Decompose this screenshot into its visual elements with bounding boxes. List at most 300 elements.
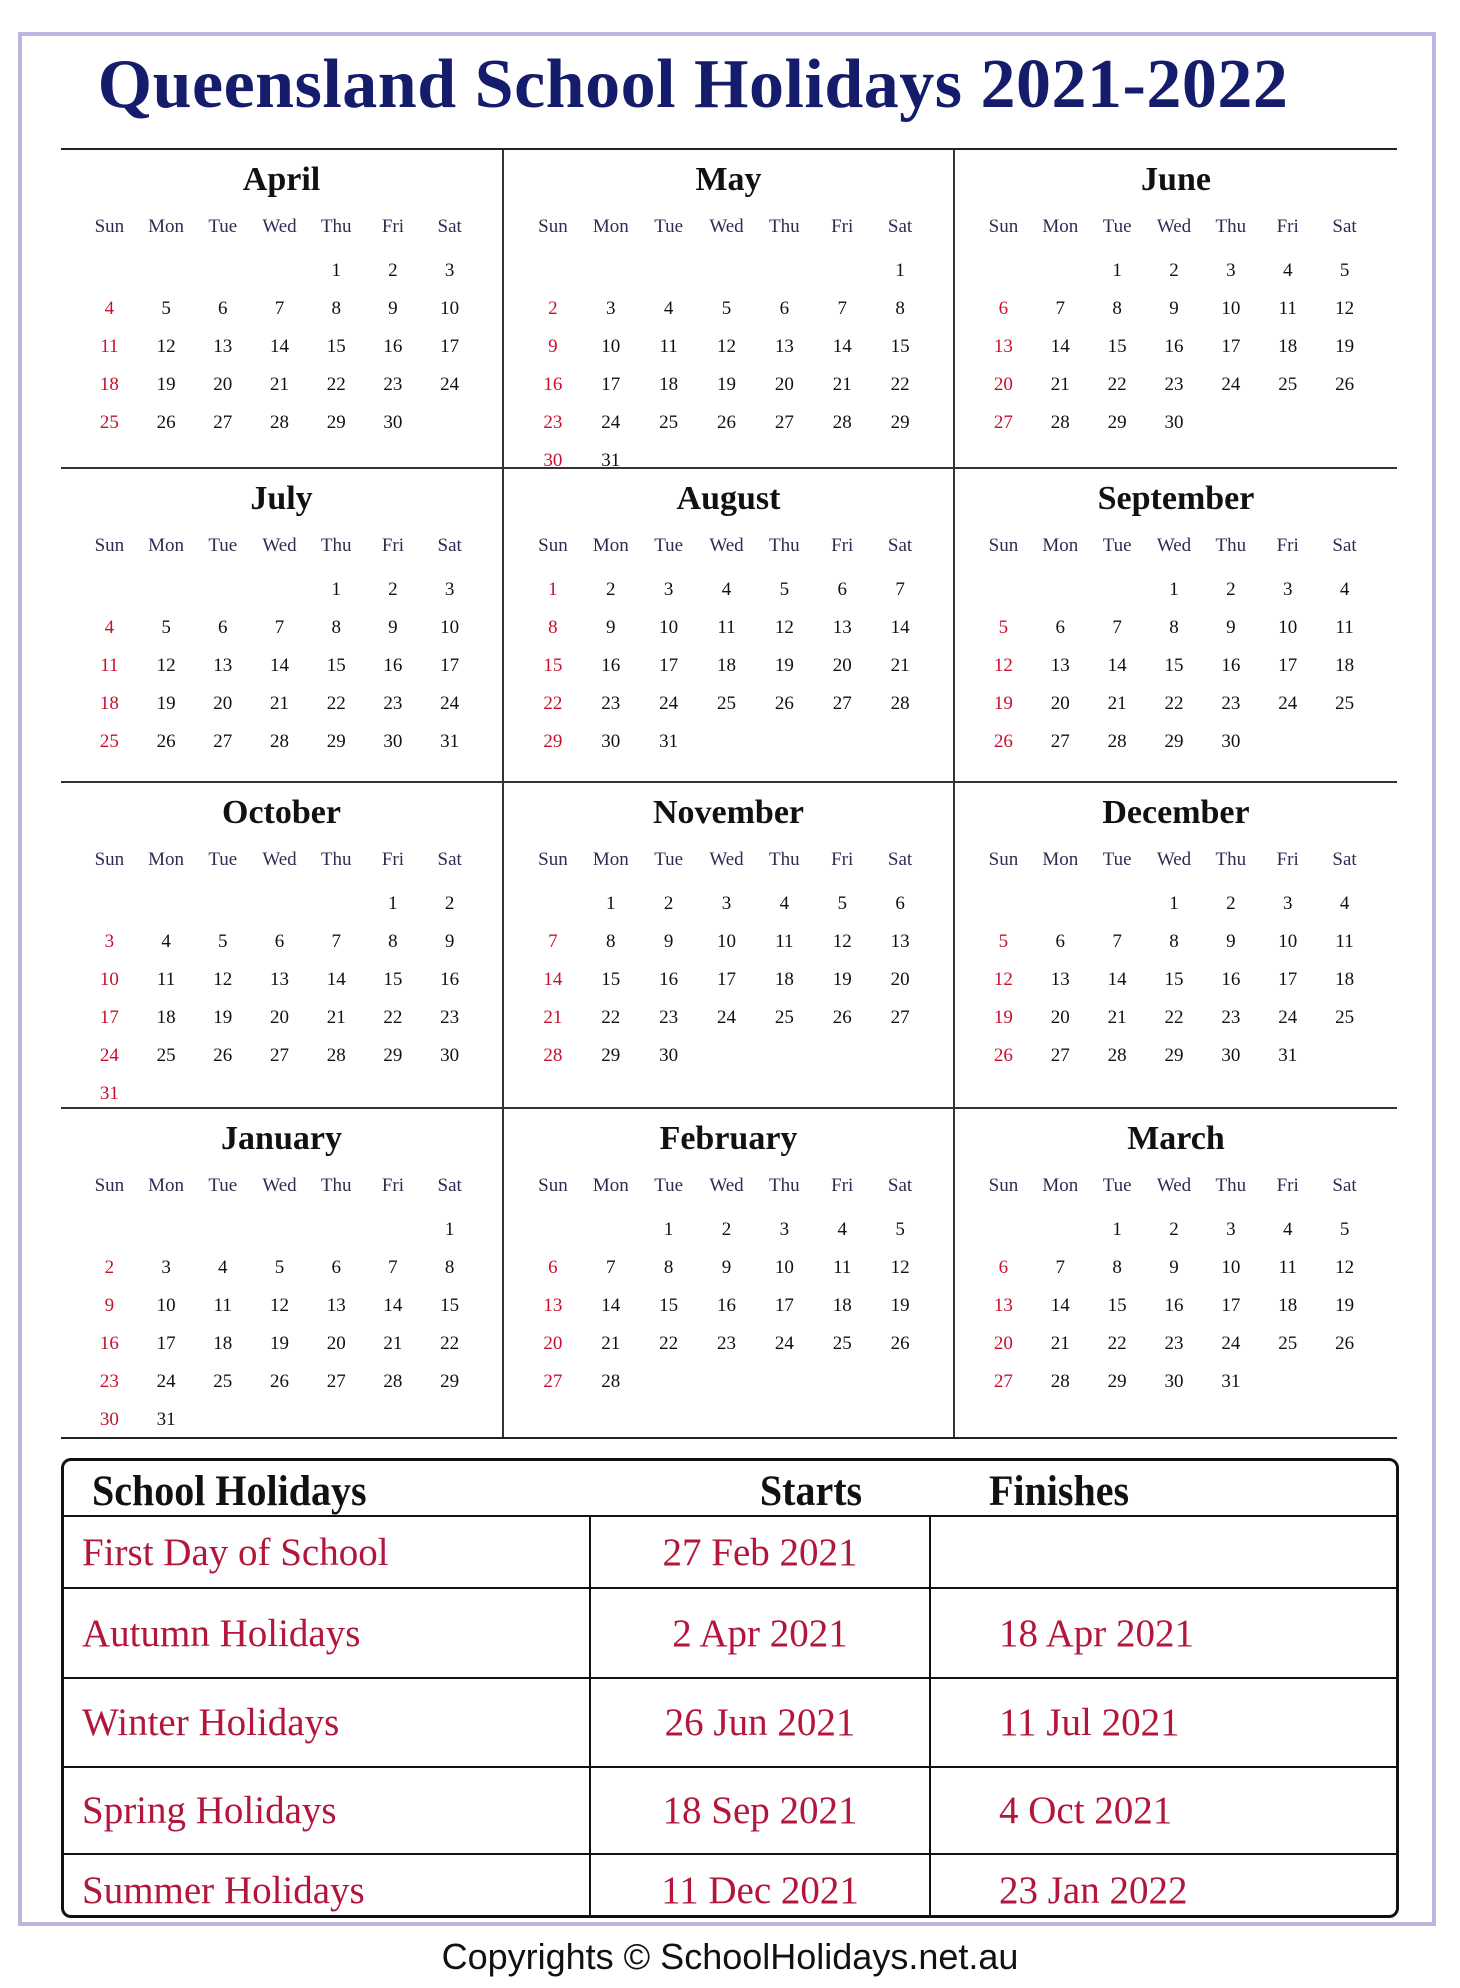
empty-day-cell [138,885,195,923]
day-cell: 29 [1107,1371,1127,1392]
month-name: November [652,794,805,831]
day-cell: 7 [274,298,285,319]
weekday-header: Fri [381,535,405,556]
day-cell: 19 [1335,336,1355,357]
weekday-header: Wed [262,1175,297,1196]
day-cell: 3 [1282,893,1293,914]
month-days-grid [524,214,929,480]
day-cell: 3 [721,893,732,914]
day-cell: 8 [895,298,905,319]
day-cell: 4 [218,1257,228,1278]
day-cell: 24 [440,374,460,395]
day-cell: 6 [895,893,905,914]
day-cell: 11 [1278,298,1297,319]
day-cell: 12 [774,617,794,638]
day-cell: 30 [383,412,403,433]
weekday-header: Tue [1102,216,1132,237]
empty-day-cell [251,885,308,923]
weekday-header: Sat [887,216,913,237]
weekday-header: Wed [709,535,744,556]
empty-day-cell [251,571,308,609]
weekday-header: Tue [654,535,684,556]
day-cell: 22 [1107,1333,1127,1354]
day-cell: 7 [1112,931,1122,952]
month-days-grid [975,214,1373,442]
day-cell: 19 [716,374,736,395]
month-days-grid [81,1173,478,1439]
weekday-header: Thu [320,535,352,556]
day-cell: 28 [1050,1371,1070,1392]
weekday-header: Wed [262,216,297,237]
day-cell: 2 [444,893,455,914]
day-cell: 24 [716,1007,736,1028]
day-cell: 3 [161,1257,171,1278]
day-cell: 11 [833,1257,852,1278]
day-cell: 18 [832,1295,852,1316]
day-cell: 4 [104,298,115,319]
day-cell: 24 [601,412,621,433]
weekday-header: Sat [1332,849,1357,870]
day-cell: 25 [156,1045,176,1066]
day-cell: 14 [1050,1295,1070,1316]
day-cell: 28 [383,1371,403,1392]
weekday-header: Wed [1156,1175,1192,1196]
weekday-header: Sun [538,535,568,556]
day-cell: 5 [161,617,171,638]
calendar-grid [61,148,1397,1439]
day-cell: 9 [721,1257,732,1278]
empty-day-cell [308,885,365,923]
day-cell: 8 [1112,298,1122,319]
weekday-header: Wed [1156,535,1192,556]
day-cell: 14 [601,1295,621,1316]
day-cell: 21 [269,374,289,395]
day-cell: 5 [161,298,171,319]
day-cell: 12 [993,655,1013,676]
day-cell: 26 [1335,1333,1355,1354]
empty-day-cell [81,1211,138,1249]
day-cell: 14 [1107,969,1127,990]
day-cell: 10 [440,298,460,319]
day-cell: 30 [1221,1045,1241,1066]
day-cell: 26 [156,412,176,433]
day-cell: 16 [1221,969,1241,990]
weekday-header: Wed [1156,849,1192,870]
day-cell: 17 [1278,655,1298,676]
weekday-header: Sun [94,216,125,237]
empty-day-cell [1089,885,1146,923]
day-cell: 21 [601,1333,621,1354]
day-cell: 10 [1221,1257,1241,1278]
day-cell: 13 [993,1295,1013,1316]
day-cell: 4 [1339,579,1350,600]
day-cell: 17 [774,1295,794,1316]
day-cell: 7 [1055,1257,1066,1278]
day-cell: 10 [1278,617,1298,638]
day-cell: 9 [104,1295,115,1316]
month-name: July [250,480,313,517]
empty-day-cell [975,571,1032,609]
day-cell: 4 [721,579,732,600]
day-cell: 13 [1050,969,1070,990]
month-name: March [1127,1120,1225,1157]
day-cell: 9 [388,298,398,319]
weekday-header: Fri [1276,1175,1299,1196]
day-cell: 16 [440,969,460,990]
day-cell: 3 [779,1219,790,1240]
holiday-start: 26 Jun 2021 [591,1679,931,1766]
day-cell: 9 [1169,298,1179,319]
day-cell: 22 [1164,693,1184,714]
weekday-header: Sun [94,1175,125,1196]
day-cell: 20 [774,374,794,395]
day-cell: 25 [1278,1333,1298,1354]
month-days-grid [975,533,1373,761]
weekday-header: Tue [208,849,238,870]
day-cell: 14 [1050,336,1070,357]
day-cell: 11 [717,617,736,638]
month-october [61,783,504,1109]
month-august [504,469,955,783]
day-cell: 21 [269,693,289,714]
day-cell: 18 [1278,1295,1298,1316]
day-cell: 8 [1169,617,1179,638]
empty-day-cell [524,252,582,290]
day-cell: 29 [601,1045,621,1066]
month-april [61,150,504,469]
day-cell: 15 [659,1295,679,1316]
day-cell: 23 [440,1007,460,1028]
day-cell: 23 [601,693,621,714]
day-cell: 11 [100,655,119,676]
day-cell: 9 [1226,931,1236,952]
weekday-header: Fri [1276,849,1299,870]
day-cell: 1 [331,260,341,281]
month-name: May [695,161,762,198]
day-cell: 16 [383,655,403,676]
day-cell: 8 [331,298,341,319]
holiday-name: Autumn Holidays [64,1589,591,1677]
day-cell: 4 [1282,260,1293,281]
day-cell: 30 [383,731,403,752]
weekday-header: Tue [654,216,684,237]
empty-day-cell [975,1211,1032,1249]
empty-day-cell [194,885,251,923]
month-days-grid [524,1173,929,1401]
day-cell: 13 [993,336,1013,357]
empty-day-cell [582,252,640,290]
day-cell: 30 [99,1409,119,1430]
day-cell: 13 [543,1295,563,1316]
day-cell: 17 [1221,1295,1241,1316]
weekday-header: Sun [988,1175,1019,1196]
day-cell: 26 [156,731,176,752]
day-cell: 5 [837,893,847,914]
day-cell: 19 [213,1007,233,1028]
table-row [64,1589,1396,1679]
day-cell: 30 [1164,1371,1184,1392]
month-name: April [242,161,321,198]
day-cell: 27 [213,412,233,433]
day-cell: 15 [1107,1295,1127,1316]
day-cell: 18 [1335,655,1355,676]
day-cell: 9 [1169,1257,1179,1278]
day-cell: 31 [99,1083,119,1104]
day-cell: 13 [269,969,289,990]
day-cell: 14 [269,655,289,676]
day-cell: 21 [1050,1333,1070,1354]
weekday-header: Sun [538,216,568,237]
day-cell: 31 [1221,1371,1241,1392]
day-cell: 27 [890,1007,910,1028]
weekday-header: Mon [592,849,629,870]
day-cell: 26 [716,412,736,433]
day-cell: 1 [1169,893,1179,914]
weekday-header: Sat [1332,1175,1357,1196]
weekday-header: Thu [320,1175,352,1196]
day-cell: 25 [1278,374,1298,395]
weekday-header: Wed [709,849,744,870]
empty-day-cell [251,1211,308,1249]
day-cell: 10 [601,336,621,357]
day-cell: 28 [601,1371,621,1392]
holiday-name: Summer Holidays [64,1855,591,1918]
day-cell: 21 [832,374,852,395]
day-cell: 16 [1164,1295,1184,1316]
day-cell: 28 [1107,731,1127,752]
day-cell: 25 [1335,693,1355,714]
empty-day-cell [1032,1211,1089,1249]
day-cell: 5 [721,298,732,319]
empty-day-cell [640,252,698,290]
day-cell: 19 [774,655,794,676]
day-cell: 26 [993,1045,1013,1066]
weekday-header: Mon [1042,1175,1079,1196]
day-cell: 25 [659,412,679,433]
day-cell: 27 [213,731,233,752]
day-cell: 16 [383,336,403,357]
weekday-header: Thu [1215,849,1247,870]
empty-day-cell [81,885,138,923]
day-cell: 22 [890,374,910,395]
empty-day-cell [251,252,308,290]
day-cell: 1 [1169,579,1179,600]
day-cell: 20 [832,655,852,676]
month-days-grid [81,214,478,442]
empty-day-cell [755,252,813,290]
holiday-finish: 23 Jan 2022 [999,1868,1188,1912]
day-cell: 1 [331,579,341,600]
day-cell: 22 [1164,1007,1184,1028]
empty-day-cell [1032,571,1089,609]
day-cell: 8 [548,617,558,638]
weekday-header: Sat [887,535,913,556]
day-cell: 27 [543,1371,563,1392]
day-cell: 24 [1278,1007,1298,1028]
day-cell: 3 [444,260,455,281]
day-cell: 26 [890,1333,910,1354]
weekday-header: Sat [437,535,462,556]
day-cell: 12 [1335,298,1355,319]
day-cell: 29 [890,412,910,433]
day-cell: 14 [832,336,852,357]
month-days-grid [975,1173,1373,1401]
weekday-header: Sun [94,849,125,870]
day-cell: 26 [832,1007,852,1028]
day-cell: 21 [1107,693,1127,714]
day-cell: 4 [837,1219,847,1240]
day-cell: 30 [659,1045,679,1066]
day-cell: 14 [383,1295,403,1316]
holiday-start: 18 Sep 2021 [591,1768,931,1853]
day-cell: 4 [663,298,674,319]
empty-day-cell [365,1211,422,1249]
day-cell: 16 [1164,336,1184,357]
day-cell: 19 [156,374,176,395]
day-cell: 2 [721,1219,732,1240]
day-cell: 18 [774,969,794,990]
page-title: Queensland School Holidays 2021-2022 [97,46,1289,123]
day-cell: 10 [716,931,736,952]
day-cell: 21 [890,655,910,676]
day-cell: 31 [1278,1045,1298,1066]
day-cell: 23 [1221,693,1241,714]
day-cell: 26 [993,731,1013,752]
day-cell: 11 [1335,931,1354,952]
empty-day-cell [1032,252,1089,290]
day-cell: 15 [326,336,346,357]
day-cell: 5 [779,579,790,600]
holiday-finish: 18 Apr 2021 [999,1611,1194,1655]
empty-day-cell [524,885,582,923]
day-cell: 12 [156,336,176,357]
day-cell: 20 [213,374,233,395]
day-cell: 28 [1107,1045,1127,1066]
holiday-name: First Day of School [64,1517,591,1587]
weekday-header: Thu [1215,535,1247,556]
day-cell: 21 [543,1007,563,1028]
day-cell: 24 [99,1045,119,1066]
weekday-header: Thu [769,849,800,870]
day-cell: 19 [1335,1295,1355,1316]
day-cell: 31 [156,1409,176,1430]
day-cell: 8 [663,1257,674,1278]
day-cell: 22 [601,1007,621,1028]
day-cell: 1 [663,1219,674,1240]
weekday-header: Fri [381,216,405,237]
weekday-header: Tue [208,1175,238,1196]
month-name: January [221,1120,342,1157]
day-cell: 15 [440,1295,460,1316]
weekday-header: Wed [1156,216,1192,237]
day-cell: 12 [832,931,852,952]
day-cell: 16 [716,1295,736,1316]
day-cell: 13 [213,336,233,357]
day-cell: 8 [606,931,616,952]
day-cell: 11 [775,931,794,952]
holidays-table-header [64,1461,1396,1517]
day-cell: 3 [1282,579,1293,600]
day-cell: 5 [1339,260,1350,281]
day-cell: 23 [716,1333,736,1354]
day-cell: 10 [1278,931,1298,952]
month-days-grid [81,847,478,1113]
day-cell: 25 [774,1007,794,1028]
day-cell: 11 [659,336,678,357]
day-cell: 5 [1339,1219,1350,1240]
day-cell: 4 [1282,1219,1293,1240]
day-cell: 26 [213,1045,233,1066]
day-cell: 28 [543,1045,563,1066]
day-cell: 10 [99,969,119,990]
day-cell: 14 [1107,655,1127,676]
day-cell: 1 [444,1219,455,1240]
empty-day-cell [138,252,195,290]
weekday-header: Sat [437,849,462,870]
day-cell: 2 [663,893,674,914]
day-cell: 24 [156,1371,176,1392]
day-cell: 3 [606,298,616,319]
holiday-start: 2 Apr 2021 [591,1589,931,1677]
day-cell: 6 [779,298,790,319]
month-december [955,783,1397,1109]
day-cell: 12 [156,655,176,676]
empty-day-cell [975,885,1032,923]
day-cell: 2 [1226,893,1236,914]
day-cell: 24 [659,693,679,714]
weekday-header: Fri [831,535,854,556]
day-cell: 22 [383,1007,403,1028]
day-cell: 20 [993,374,1013,395]
day-cell: 27 [326,1371,346,1392]
day-cell: 17 [156,1333,176,1354]
day-cell: 15 [890,336,910,357]
weekday-header: Mon [592,216,629,237]
month-name: August [676,480,781,517]
day-cell: 24 [774,1333,794,1354]
empty-day-cell [524,1211,582,1249]
day-cell: 27 [1050,731,1070,752]
empty-day-cell [81,571,138,609]
day-cell: 20 [269,1007,289,1028]
day-cell: 3 [104,931,115,952]
weekday-header: Sun [538,1175,568,1196]
month-name: September [1097,480,1255,517]
day-cell: 6 [998,1257,1009,1278]
day-cell: 6 [837,579,847,600]
weekday-header: Sat [887,1175,913,1196]
empty-day-cell [194,252,251,290]
day-cell: 22 [440,1333,460,1354]
day-cell: 12 [890,1257,910,1278]
day-cell: 14 [269,336,289,357]
day-cell: 21 [1107,1007,1127,1028]
day-cell: 11 [100,336,119,357]
day-cell: 15 [1164,969,1184,990]
empty-day-cell [194,571,251,609]
weekday-header: Sun [988,849,1019,870]
day-cell: 2 [1226,579,1236,600]
day-cell: 25 [99,412,119,433]
day-cell: 23 [383,374,403,395]
day-cell: 2 [1169,260,1179,281]
day-cell: 7 [895,579,905,600]
day-cell: 9 [1226,617,1236,638]
day-cell: 23 [383,693,403,714]
day-cell: 14 [326,969,346,990]
weekday-header: Mon [1042,535,1079,556]
day-cell: 30 [440,1045,460,1066]
